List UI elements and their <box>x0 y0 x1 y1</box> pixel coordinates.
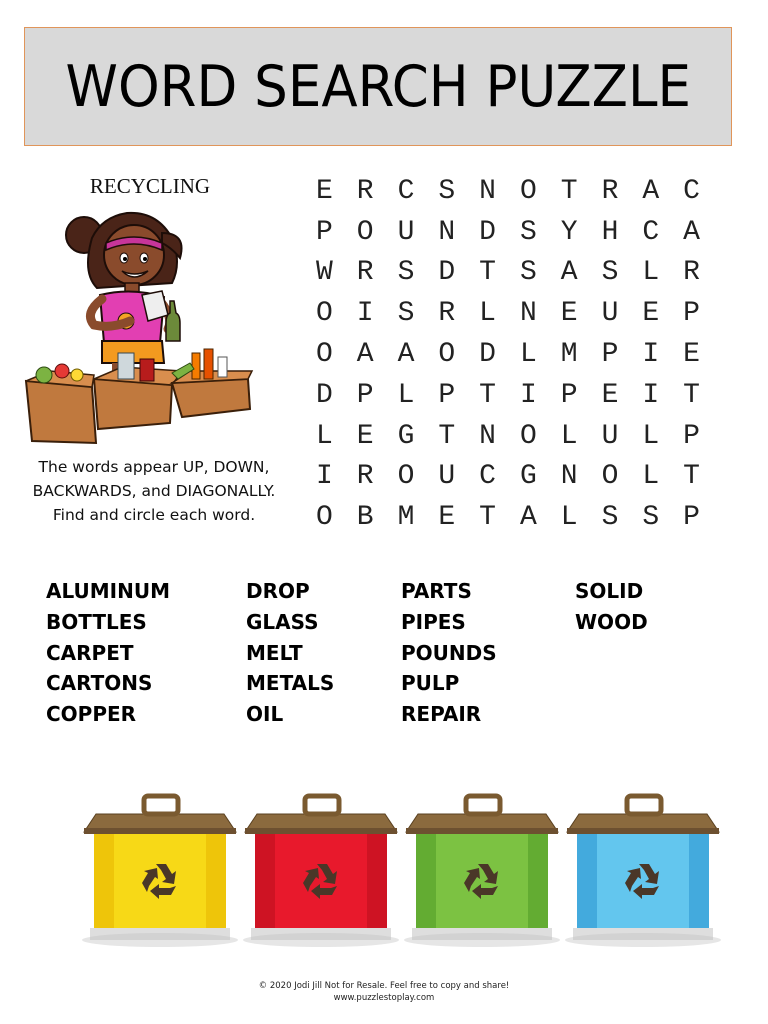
grid-letter[interactable]: A <box>519 502 537 534</box>
grid-letter[interactable]: M <box>397 502 415 534</box>
grid-letter[interactable]: S <box>519 257 537 289</box>
word-item: GLASS <box>246 609 319 634</box>
grid-letter[interactable]: T <box>683 379 700 411</box>
grid-letter[interactable]: D <box>315 379 333 411</box>
grid-letter[interactable]: S <box>601 257 619 289</box>
grid-letter[interactable]: P <box>560 379 578 411</box>
grid-letter[interactable]: G <box>397 420 415 452</box>
grid-letter[interactable]: C <box>683 175 700 207</box>
grid-letter[interactable]: T <box>479 257 496 289</box>
grid-letter[interactable]: N <box>438 216 456 248</box>
grid-letter[interactable]: R <box>356 175 374 207</box>
word-column <box>575 576 648 638</box>
grid-letter[interactable]: O <box>601 461 619 493</box>
grid-letter[interactable]: N <box>560 461 578 493</box>
recycling-bins <box>60 790 720 960</box>
grid-letter[interactable]: T <box>479 502 496 534</box>
grid-letter[interactable]: T <box>560 175 578 207</box>
word-item: OIL <box>246 702 284 727</box>
website-link[interactable]: www.puzzlestoplay.com <box>333 993 435 1003</box>
word-column <box>401 576 497 730</box>
letter-grid <box>304 171 712 538</box>
puzzle-subject: RECYCLING <box>89 174 211 198</box>
grid-letter[interactable]: P <box>601 339 619 371</box>
grid-letter[interactable]: N <box>479 175 496 207</box>
grid-letter[interactable]: P <box>683 298 700 330</box>
grid-letter[interactable]: U <box>601 298 619 330</box>
word-item: POUNDS <box>401 640 497 665</box>
grid-letter[interactable]: P <box>683 420 700 452</box>
grid-letter[interactable]: P <box>356 379 374 411</box>
grid-letter[interactable]: T <box>683 461 700 493</box>
grid-letter[interactable]: L <box>479 298 496 330</box>
grid-letter[interactable]: M <box>560 339 578 371</box>
grid-letter[interactable]: O <box>315 502 333 534</box>
word-item: WOOD <box>575 609 648 634</box>
grid-letter[interactable]: S <box>601 502 619 534</box>
grid-letter[interactable]: D <box>479 216 496 248</box>
word-item: PULP <box>401 671 460 696</box>
grid-letter[interactable]: L <box>642 420 660 452</box>
grid-letter[interactable]: O <box>519 420 537 452</box>
grid-letter[interactable]: L <box>397 379 415 411</box>
grid-letter[interactable]: I <box>315 461 333 493</box>
word-item: MELT <box>246 640 303 665</box>
instructions-line: The words appear UP, DOWN, <box>38 458 270 476</box>
page-title: WORD SEARCH PUZZLE <box>65 53 691 120</box>
grid-letter[interactable]: D <box>438 257 456 289</box>
word-item: PARTS <box>401 579 472 603</box>
title-banner <box>24 27 732 146</box>
grid-letter[interactable]: S <box>519 216 537 248</box>
instructions-line: Find and circle each word. <box>52 506 256 524</box>
grid-letter[interactable]: U <box>438 461 456 493</box>
grid-letter[interactable]: L <box>560 502 578 534</box>
grid-letter[interactable]: C <box>642 216 660 248</box>
word-column <box>246 576 334 730</box>
grid-letter[interactable]: E <box>601 379 619 411</box>
grid-letter[interactable]: E <box>560 298 578 330</box>
grid-letter[interactable]: U <box>397 216 415 248</box>
word-item: PIPES <box>401 609 466 634</box>
green-recycling-bin <box>402 790 562 960</box>
instructions-line: BACKWARDS, and DIAGONALLY. <box>32 482 276 500</box>
grid-letter[interactable]: O <box>519 175 537 207</box>
instructions-text <box>14 455 294 527</box>
grid-letter[interactable]: E <box>683 339 700 371</box>
grid-letter[interactable]: L <box>315 420 333 452</box>
word-item: REPAIR <box>401 702 482 727</box>
grid-letter[interactable]: N <box>479 420 496 452</box>
word-list <box>0 576 768 736</box>
grid-letter[interactable]: S <box>397 298 415 330</box>
grid-letter[interactable]: E <box>438 502 456 534</box>
grid-letter[interactable]: L <box>642 257 660 289</box>
grid-letter[interactable]: A <box>683 216 700 248</box>
grid-letter[interactable]: R <box>601 175 619 207</box>
word-item: BOTTLES <box>46 609 147 634</box>
grid-letter[interactable]: T <box>438 420 456 452</box>
grid-letter[interactable]: E <box>356 420 374 452</box>
yellow-recycling-bin <box>80 790 240 960</box>
grid-letter[interactable]: I <box>519 379 537 411</box>
grid-letter[interactable]: L <box>642 461 660 493</box>
grid-letter[interactable]: W <box>315 257 333 289</box>
grid-letter[interactable]: C <box>479 461 496 493</box>
grid-letter[interactable]: A <box>356 339 374 371</box>
grid-letter[interactable]: S <box>642 502 660 534</box>
word-item: CARPET <box>46 640 134 665</box>
grid-letter[interactable]: O <box>315 339 333 371</box>
word-item: ALUMINUM <box>46 579 170 603</box>
word-item: COPPER <box>46 702 137 727</box>
grid-letter[interactable]: U <box>601 420 619 452</box>
grid-letter[interactable]: B <box>356 502 374 534</box>
blue-recycling-bin <box>563 790 723 960</box>
grid-letter[interactable]: A <box>397 339 415 371</box>
grid-letter[interactable]: L <box>519 339 537 371</box>
grid-letter[interactable]: R <box>438 298 456 330</box>
word-item: SOLID <box>575 579 644 603</box>
grid-letter[interactable]: D <box>479 339 496 371</box>
grid-letter[interactable]: I <box>356 298 374 330</box>
grid-letter[interactable]: A <box>560 257 578 289</box>
grid-letter[interactable]: O <box>356 216 374 248</box>
grid-letter[interactable]: E <box>315 175 333 207</box>
grid-letter[interactable]: N <box>519 298 537 330</box>
grid-letter[interactable]: O <box>397 461 415 493</box>
grid-letter[interactable]: P <box>315 216 333 248</box>
grid-letter[interactable]: S <box>438 175 456 207</box>
girl-recycling-illustration <box>22 203 260 449</box>
grid-letter[interactable]: I <box>642 379 660 411</box>
word-item: METALS <box>246 671 335 696</box>
grid-letter[interactable]: A <box>642 175 660 207</box>
grid-letter[interactable]: C <box>397 175 415 207</box>
word-item: CARTONS <box>46 671 153 696</box>
grid-letter[interactable]: L <box>560 420 578 452</box>
grid-letter[interactable]: I <box>642 339 660 371</box>
grid-letter[interactable]: R <box>356 461 374 493</box>
grid-letter[interactable]: P <box>438 379 456 411</box>
word-item: DROP <box>246 579 310 603</box>
grid-letter[interactable]: O <box>315 298 333 330</box>
word-column <box>46 576 170 730</box>
grid-letter[interactable]: P <box>683 502 700 534</box>
copyright-text: © 2020 Jodi Jill Not for Resale. Feel free to copy and share! <box>258 981 510 991</box>
footer <box>0 980 768 1004</box>
grid-letter[interactable]: R <box>683 257 700 289</box>
grid-letter[interactable]: Y <box>560 216 578 248</box>
grid-letter[interactable]: E <box>642 298 660 330</box>
red-recycling-bin <box>241 790 401 960</box>
grid-letter[interactable]: R <box>356 257 374 289</box>
grid-letter[interactable]: G <box>519 461 537 493</box>
grid-letter[interactable]: O <box>438 339 456 371</box>
grid-letter[interactable]: T <box>479 379 496 411</box>
grid-letter[interactable]: H <box>601 216 619 248</box>
grid-letter[interactable]: S <box>397 257 415 289</box>
